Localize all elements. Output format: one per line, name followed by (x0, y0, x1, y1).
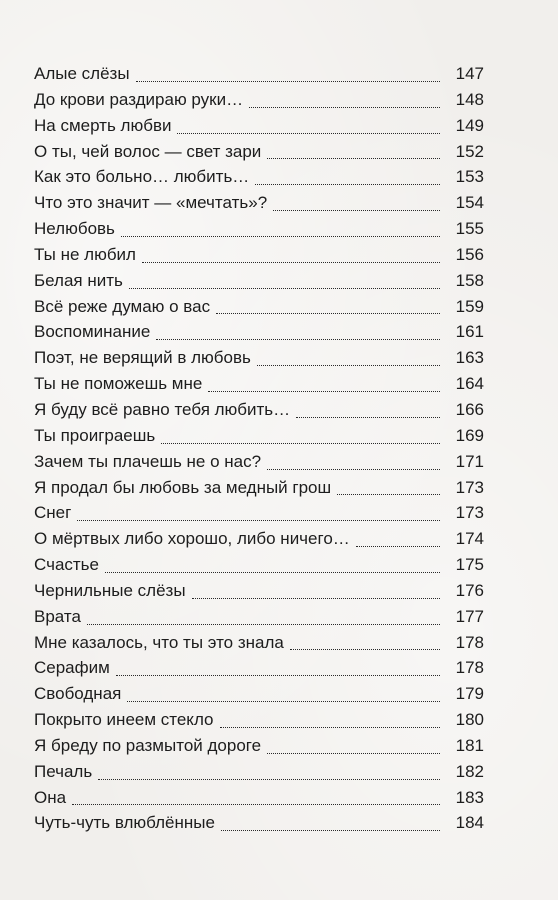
toc-entry (34, 164, 484, 190)
entry-title: Нелюбовь (34, 219, 115, 239)
entry-page-number: 183 (455, 787, 484, 807)
entry-page-number: 166 (455, 399, 484, 419)
toc-entry (34, 552, 484, 578)
entry-title: Я буду всё равно тебя любить… (34, 399, 291, 419)
toc-entry (34, 681, 484, 707)
entry-title: Серафим (34, 658, 110, 678)
toc-entry (34, 655, 484, 681)
dot-leader (129, 287, 440, 289)
dot-leader (192, 597, 440, 599)
entry-page-number: 152 (455, 141, 484, 161)
entry-page-number: 173 (455, 477, 484, 497)
entry-page-number: 175 (455, 555, 484, 575)
entry-page-number: 173 (455, 503, 484, 523)
table-of-contents (34, 61, 484, 836)
toc-entry (34, 61, 484, 87)
toc-entry (34, 759, 484, 785)
dot-leader (136, 80, 440, 82)
entry-page-number: 147 (455, 64, 484, 83)
entry-page-number: 184 (455, 813, 484, 833)
entry-title: Зачем ты плачешь не о нас? (34, 451, 262, 471)
dot-leader (156, 338, 440, 340)
entry-page-number: 153 (455, 167, 484, 187)
toc-entry (34, 578, 484, 604)
dot-leader (216, 312, 440, 314)
dot-leader (77, 519, 440, 521)
entry-page-number: 174 (455, 529, 484, 549)
dot-leader (257, 364, 440, 366)
entry-page-number: 171 (455, 451, 484, 471)
entry-page-number: 181 (455, 735, 484, 755)
dot-leader (296, 416, 440, 418)
dot-leader (177, 132, 440, 134)
dot-leader (127, 700, 440, 702)
dot-leader (273, 209, 440, 211)
dot-leader (98, 778, 440, 780)
toc-entry (34, 319, 484, 345)
dot-leader (267, 468, 440, 470)
entry-title: Как это больно… любить… (34, 167, 250, 187)
entry-page-number: 161 (455, 322, 484, 342)
entry-title: Снег (34, 503, 72, 523)
entry-page-number: 164 (455, 374, 484, 394)
toc-entry (34, 475, 484, 501)
entry-title: До крови раздираю руки… (34, 89, 244, 109)
entry-page-number: 163 (455, 348, 484, 368)
dot-leader (249, 106, 440, 108)
dot-leader (267, 752, 440, 754)
toc-entry (34, 785, 484, 811)
entry-page-number: 155 (455, 219, 484, 239)
entry-title: Что это значит — «мечтать»? (34, 193, 268, 213)
toc-entry (34, 707, 484, 733)
entry-title: О ты, чей волос — свет зари (34, 141, 262, 161)
toc-entry (34, 423, 484, 449)
toc-entry (34, 87, 484, 113)
entry-title: Счастье (34, 555, 99, 575)
entry-page-number: 149 (455, 115, 484, 135)
dot-leader (72, 803, 440, 805)
toc-entry (34, 810, 484, 836)
toc-entry (34, 604, 484, 630)
entry-title: Белая нить (34, 270, 123, 290)
dot-leader (208, 390, 440, 392)
entry-title: Свободная (34, 684, 122, 704)
entry-page-number: 179 (455, 684, 484, 704)
entry-page-number: 177 (455, 606, 484, 626)
toc-entry (34, 190, 484, 216)
toc-entry (34, 268, 484, 294)
dot-leader (221, 829, 440, 831)
dot-leader (116, 674, 440, 676)
entry-title: Ты не любил (34, 244, 136, 264)
entry-title: Я продал бы любовь за медный грош (34, 477, 332, 497)
entry-title: Воспоминание (34, 322, 151, 342)
entry-title: Ты не поможешь мне (34, 374, 203, 394)
entry-title: Всё реже думаю о вас (34, 296, 211, 316)
entry-title: О мёртвых либо хорошо, либо ничего… (34, 529, 350, 549)
toc-entry (34, 630, 484, 656)
dot-leader (255, 183, 440, 185)
dot-leader (87, 623, 440, 625)
entry-page-number: 156 (455, 244, 484, 264)
dot-leader (290, 648, 440, 650)
entry-title: Она (34, 787, 67, 807)
entry-page-number: 169 (455, 425, 484, 445)
entry-page-number: 154 (455, 193, 484, 213)
dot-leader (105, 571, 440, 573)
entry-title: Алые слёзы (34, 64, 130, 83)
entry-title: Печаль (34, 761, 93, 781)
dot-leader (356, 545, 440, 547)
toc-entry (34, 216, 484, 242)
toc-entry (34, 449, 484, 475)
entry-page-number: 180 (455, 710, 484, 730)
dot-leader (142, 261, 440, 263)
entry-page-number: 176 (455, 580, 484, 600)
dot-leader (267, 157, 440, 159)
toc-entry (34, 113, 484, 139)
entry-title: Покрыто инеем стекло (34, 710, 214, 730)
toc-entry (34, 371, 484, 397)
toc-entry (34, 139, 484, 165)
entry-title: Поэт, не верящий в любовь (34, 348, 251, 368)
entry-page-number: 182 (455, 761, 484, 781)
toc-entry (34, 242, 484, 268)
entry-page-number: 158 (455, 270, 484, 290)
toc-entry (34, 345, 484, 371)
toc-entry (34, 526, 484, 552)
entry-title: Я бреду по размытой дороге (34, 735, 262, 755)
entry-title: Ты проиграешь (34, 425, 156, 445)
toc-entry (34, 294, 484, 320)
entry-title: Чуть-чуть влюблённые (34, 813, 215, 833)
entry-title: Врата (34, 606, 81, 626)
entry-page-number: 159 (455, 296, 484, 316)
toc-entry (34, 733, 484, 759)
dot-leader (337, 493, 440, 495)
entry-page-number: 178 (455, 632, 484, 652)
dot-leader (220, 726, 440, 728)
dot-leader (121, 235, 440, 237)
entry-page-number: 178 (455, 658, 484, 678)
dot-leader (161, 442, 440, 444)
entry-page-number: 148 (455, 89, 484, 109)
entry-title: Мне казалось, что ты это знала (34, 632, 284, 652)
entry-title: На смерть любви (34, 115, 172, 135)
toc-entry (34, 500, 484, 526)
entry-title: Чернильные слёзы (34, 580, 186, 600)
toc-entry (34, 397, 484, 423)
